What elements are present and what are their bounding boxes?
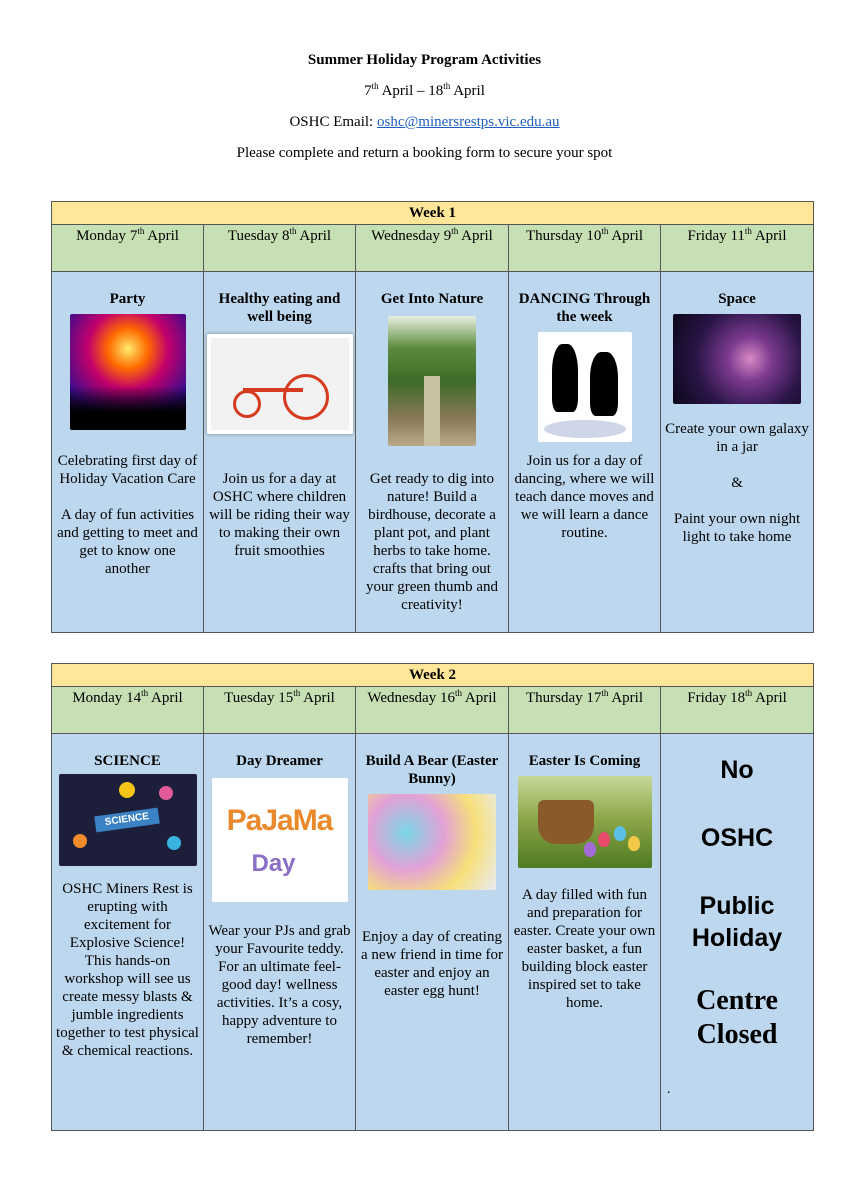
day-header: Tuesday 15th April: [204, 687, 356, 734]
activity-title: Healthy eating and well being: [218, 291, 341, 325]
public-holiday: Public Holiday: [691, 892, 783, 952]
galaxy-image: [673, 314, 801, 404]
activity-title: Get Into Nature: [380, 291, 484, 307]
centre-closed: Centre Closed: [696, 985, 778, 1050]
stray-dot: .: [667, 1082, 671, 1097]
activity-title: Day Dreamer: [236, 753, 323, 769]
activity-cell: [509, 272, 661, 633]
easter-basket-image: [518, 776, 652, 868]
pajama-text: PaJaMa: [226, 804, 333, 837]
activity-title: Easter Is Coming: [528, 753, 641, 769]
activity-cell: [204, 272, 356, 633]
closed-no: No: [720, 756, 754, 784]
activity-cell: [204, 734, 356, 1131]
activity-cell: [356, 734, 509, 1131]
activity-title: Build A Bear (Easter Bunny): [365, 753, 499, 787]
closed-oshc: OSHC: [700, 824, 774, 852]
day-header: Thursday 17th April: [509, 687, 661, 734]
activity-title: SCIENCE: [94, 753, 161, 769]
science-label: SCIENCE: [94, 808, 160, 833]
activity-cell: [52, 734, 204, 1131]
day-header: Monday 7th April: [52, 225, 204, 272]
activity-cell: [661, 272, 814, 633]
activity-description: Join us for a day of dancing, where we will teach dance moves and we will learn a dance routine.: [514, 453, 655, 541]
party-image: [70, 314, 186, 430]
week-1-table: [51, 201, 814, 633]
day-header: Monday 14th April: [52, 687, 204, 734]
activity-title: DANCING Through the week: [518, 291, 651, 325]
science-image: [59, 774, 197, 866]
dancers-image: [538, 332, 632, 442]
day-text: Day: [251, 850, 296, 877]
program-dates: 7th April – 18th April: [364, 81, 485, 99]
page-title: Summer Holiday Program Activities: [307, 52, 542, 68]
activity-description: Enjoy a day of creating a new friend in time for easter and enjoy an easter egg hunt!: [360, 929, 504, 999]
activity-description: Create your own galaxy in a jar: [665, 421, 809, 455]
activity-cell: [356, 272, 509, 633]
activity-description: Wear your PJs and grab your Favourite teddy. For an ultimate feel-good day! wellness activities. It’s a cosy, happy adventure to remember!: [208, 923, 351, 1047]
pajama-day-image: [212, 778, 348, 902]
activity-title: Space: [718, 291, 756, 307]
activity-description: Join us for a day at OSHC where children will be riding their way to making their own fruit smoothies: [209, 471, 350, 559]
activity-description: Get ready to dig into nature! Build a birdhouse, decorate a plant pot, and plant herbs to take home. crafts that bring out your green thumb and creativity!: [365, 471, 499, 613]
activity-description: Paint your own night light to take home: [673, 511, 801, 545]
closed-cell: [661, 734, 814, 1131]
day-header: Friday 18th April: [661, 687, 814, 734]
week-2-table: [51, 663, 814, 1131]
activity-cell: [52, 272, 204, 633]
teddy-bear-image: [368, 794, 496, 890]
activity-description: A day of fun activities and getting to meet and get to know one another: [57, 507, 198, 577]
day-header: Wednesday 9th April: [356, 225, 509, 272]
week-label: Week 2: [52, 664, 814, 687]
activity-cell: [509, 734, 661, 1131]
booking-note: Please complete and return a booking form to secure your spot: [236, 145, 613, 161]
email-link[interactable]: oshc@minersrestps.vic.edu.au: [376, 114, 560, 130]
week-label: Week 1: [52, 202, 814, 225]
activity-description: Celebrating first day of Holiday Vacation Care: [57, 453, 198, 487]
activity-title: Party: [109, 291, 146, 307]
email-line: OSHC Email: oshc@minersrestps.vic.edu.au: [289, 114, 560, 130]
day-header: Tuesday 8th April: [204, 225, 356, 272]
day-header: Thursday 10th April: [509, 225, 661, 272]
activity-description: A day filled with fun and preparation for easter. Create your own easter basket, a fun building block easter inspired set to take home.: [513, 887, 656, 1011]
ampersand: &: [731, 475, 743, 491]
bicycle-image: [207, 334, 353, 434]
day-header: Wednesday 16th April: [356, 687, 509, 734]
day-header: Friday 11th April: [661, 225, 814, 272]
activity-description: OSHC Miners Rest is erupting with excitement for Explosive Science! This hands-on workshop will see us create messy blasts & jumble ingredients together to test physical & chemical reactions.: [56, 881, 199, 1059]
garden-image: [388, 316, 476, 446]
